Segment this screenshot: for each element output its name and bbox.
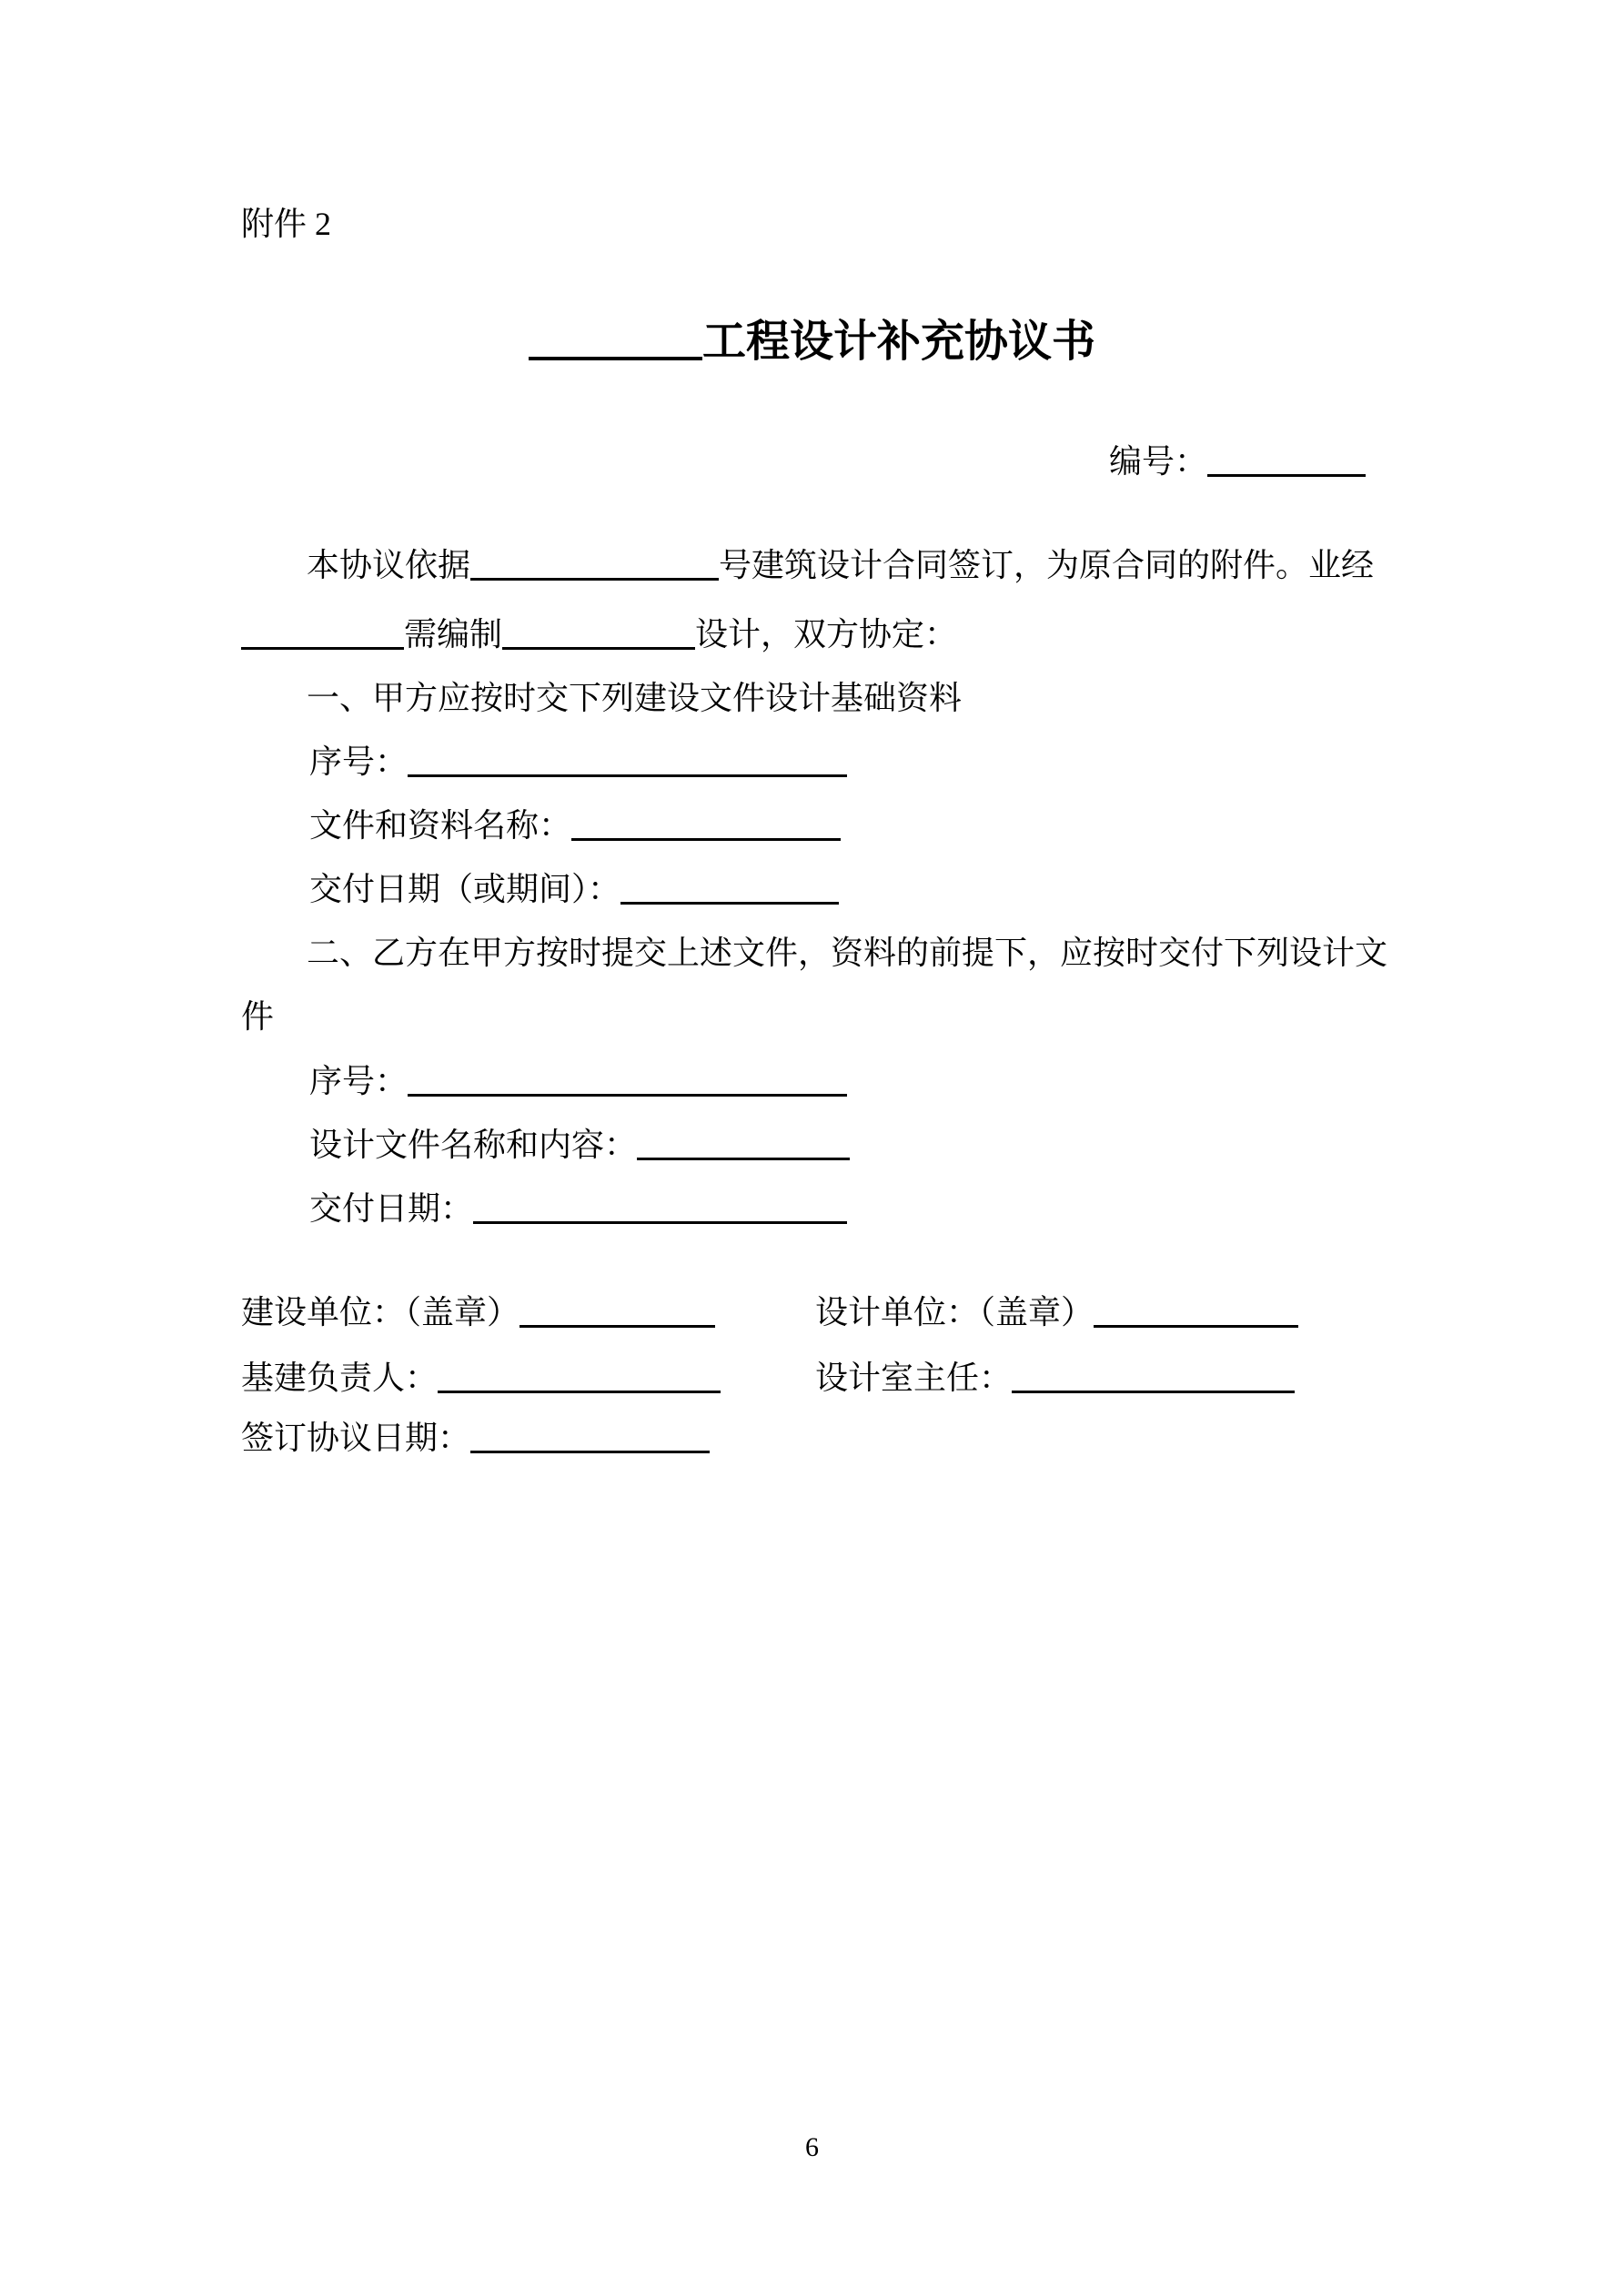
document-title: 工程设计补充协议书 (701, 318, 1095, 366)
intro-line1-pre: 本协议依据 (307, 547, 471, 583)
field-blank (408, 773, 847, 777)
section1-field-doc-name (309, 809, 841, 842)
signature-label: 建设单位：（盖章） (241, 1294, 520, 1330)
signature-label: 设计单位：（盖章） (815, 1294, 1094, 1330)
intro-line-1 (307, 549, 1374, 582)
serial-number-label: 编号： (1109, 443, 1208, 480)
field-label: 设计文件名称和内容： (309, 1127, 638, 1163)
field-label: 交付日期： (309, 1190, 474, 1227)
serial-number-line (1109, 445, 1366, 478)
field-blank (571, 836, 841, 841)
signature-blank (470, 1449, 710, 1453)
design-type-blank (502, 645, 695, 650)
signature-label: 设计室主任： (815, 1360, 1013, 1396)
signature-blank (519, 1323, 715, 1328)
section2-heading-line1: 二、乙方在甲方按时提交上述文件，资料的前提下，应按时交付下列设计文 (307, 935, 1388, 971)
field-label: 交付日期（或期间）： (309, 871, 621, 907)
field-label: 序号： (309, 743, 409, 780)
field-label: 序号： (309, 1063, 409, 1099)
signature-construction-unit (241, 1296, 715, 1329)
serial-number-blank (1207, 472, 1366, 477)
field-blank (620, 900, 839, 905)
section1-field-delivery-date (309, 873, 839, 905)
field-blank (473, 1219, 847, 1224)
section2-heading-line2: 件 (241, 998, 275, 1035)
intro-line-2 (241, 618, 957, 651)
signature-label: 签订协议日期： (241, 1420, 471, 1456)
signature-label: 基建负责人： (241, 1360, 439, 1396)
attachment-label: 附件 2 (241, 206, 332, 242)
signature-agreement-date (241, 1421, 710, 1454)
intro-line2-post: 设计，双方协定： (695, 616, 958, 652)
page-number: 6 (805, 2132, 819, 2162)
section2-field-design-doc-name (309, 1128, 850, 1161)
section1-heading: 一、甲方应按时交下列建设文件设计基础资料 (307, 680, 963, 716)
field-label: 文件和资料名称： (309, 807, 572, 844)
section1-field-serial (309, 745, 847, 778)
approver-blank (241, 645, 404, 650)
contract-number-blank (470, 576, 719, 581)
section2-field-serial (309, 1065, 847, 1097)
field-blank (637, 1156, 850, 1160)
intro-line1-post: 号建筑设计合同签订，为原合同的附件。业经 (719, 547, 1375, 583)
field-blank (408, 1092, 847, 1097)
signature-blank (438, 1389, 721, 1393)
signature-infrastructure-manager (241, 1361, 721, 1394)
title-blank-field (529, 355, 702, 360)
intro-line2-mid: 需编制 (404, 616, 503, 652)
signature-design-unit (815, 1296, 1298, 1329)
signature-design-office-director (815, 1361, 1295, 1394)
document-title-line (0, 320, 1624, 364)
signature-blank (1012, 1389, 1295, 1393)
signature-blank (1094, 1323, 1298, 1328)
section2-field-delivery-date (309, 1192, 847, 1225)
